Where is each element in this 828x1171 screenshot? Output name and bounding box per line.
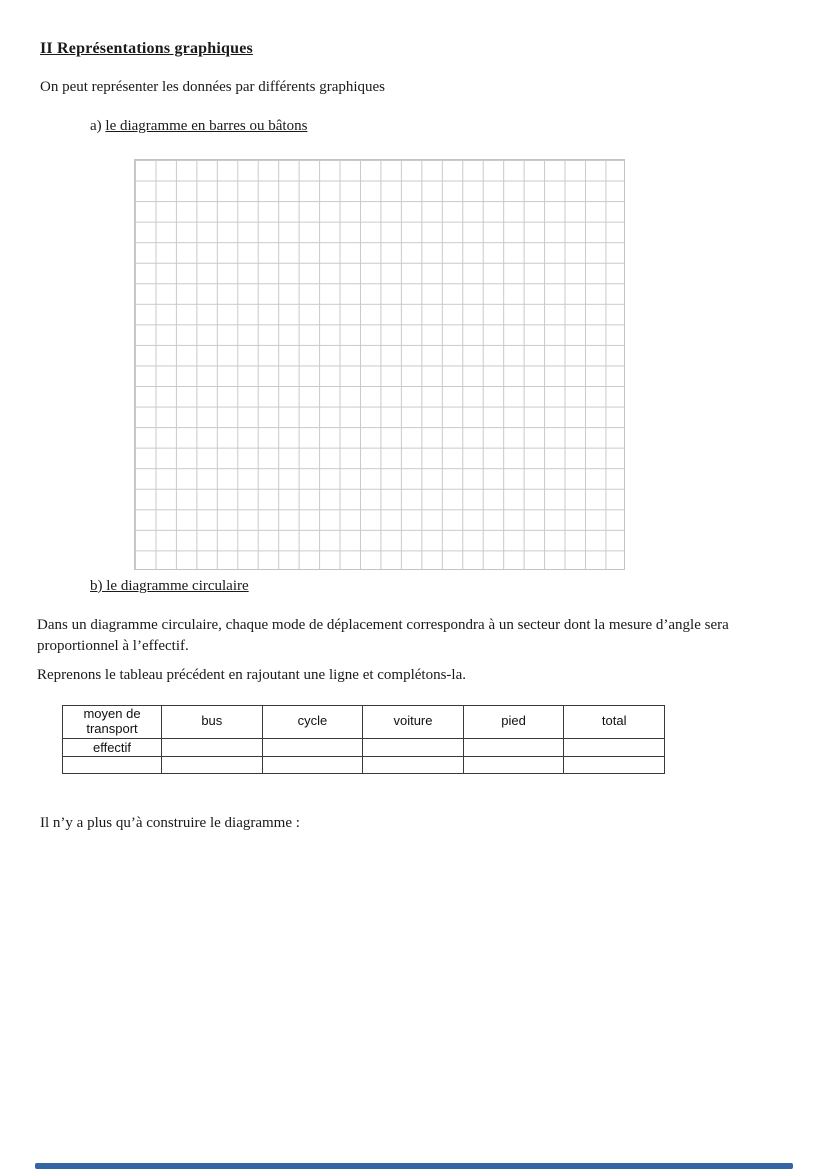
- empty-cell: [262, 738, 363, 756]
- table-row: [63, 756, 665, 773]
- header-cell-bus: bus: [162, 706, 263, 739]
- bottom-blue-bar: [35, 1163, 793, 1169]
- empty-cell: [463, 738, 564, 756]
- header-cell-total: total: [564, 706, 665, 739]
- header-cell-pied: pied: [463, 706, 564, 739]
- section-a-prefix: a): [90, 118, 106, 134]
- empty-cell: [262, 756, 363, 773]
- transport-table: [62, 705, 665, 774]
- table-header-row: [63, 706, 665, 739]
- empty-cell: [363, 738, 464, 756]
- empty-cell: [162, 756, 263, 773]
- empty-cell: [564, 756, 665, 773]
- grid-paper: [134, 159, 625, 570]
- empty-cell: [564, 738, 665, 756]
- row-label-effectif: effectif: [63, 738, 162, 756]
- circular-diagram-paragraph: Dans un diagramme circulaire, chaque mode de déplacement correspondra à un secteur dont la mesure d’angle sera proportionnel à l’effectif.: [37, 617, 729, 654]
- header-cell-cycle: cycle: [262, 706, 363, 739]
- empty-cell: [162, 738, 263, 756]
- table-row: [63, 738, 665, 756]
- section-a-label: le diagramme en barres ou bâtons: [105, 118, 308, 134]
- intro-text: On peut représenter les données par différents graphiques: [40, 79, 386, 95]
- header-cell-voiture: voiture: [363, 706, 464, 739]
- section-a-heading: [90, 118, 307, 135]
- header-cell-moyen-de-transport: moyen de transport: [63, 706, 162, 739]
- empty-cell: [363, 756, 464, 773]
- empty-cell: [463, 756, 564, 773]
- closing-text: Il n’y a plus qu’à construire le diagramme :: [40, 815, 300, 831]
- table-instruction: Reprenons le tableau précédent en rajoutant une ligne et complétons-la.: [37, 667, 467, 683]
- page-title: II Représentations graphiques: [40, 40, 253, 57]
- section-b-heading: b) le diagramme circulaire: [90, 578, 249, 594]
- empty-cell: [63, 756, 162, 773]
